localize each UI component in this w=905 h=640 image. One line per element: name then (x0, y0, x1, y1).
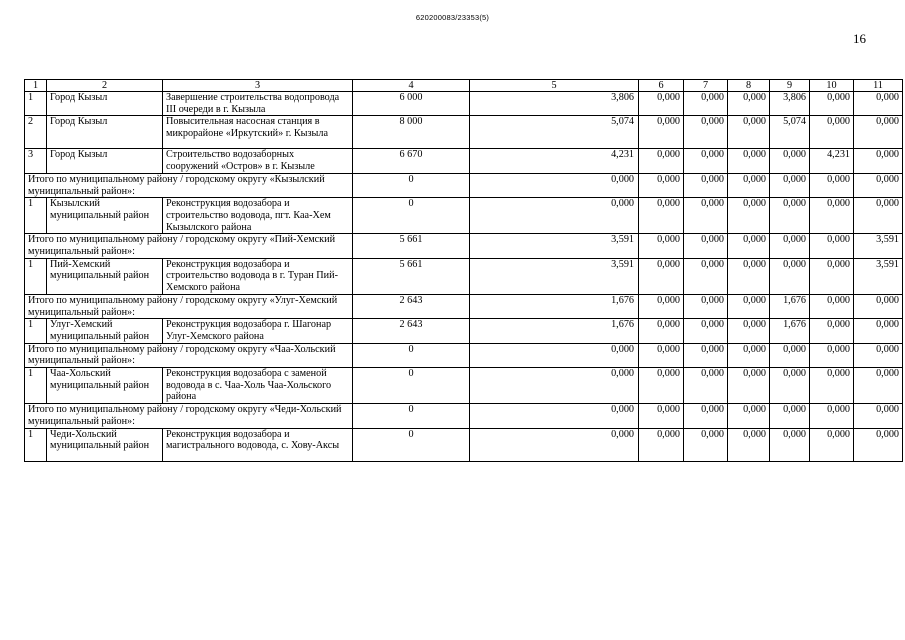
value-cell: 0,000 (810, 319, 854, 343)
value-cell: 0,000 (470, 173, 639, 197)
project-description: Реконструкция водозабора и строительство водовода в г. Туран Пий-Хемского района (163, 258, 353, 294)
subtotal-label: Итого по муниципальному району / городскому округу «Кызылский муниципальный район»: (25, 173, 353, 197)
value-cell: 0,000 (639, 343, 684, 367)
value-cell: 0,000 (728, 92, 770, 116)
row-number: 1 (25, 92, 47, 116)
value-cell: 0,000 (810, 116, 854, 149)
value-cell: 6 670 (353, 149, 470, 173)
column-header: 6 (639, 80, 684, 92)
value-cell: 0 (353, 198, 470, 234)
value-cell: 0,000 (770, 368, 810, 404)
subtotal-label: Итого по муниципальному району / городскому округу «Чаа-Хольский муниципальный район»: (25, 343, 353, 367)
column-header: 9 (770, 80, 810, 92)
value-cell: 0,000 (639, 404, 684, 428)
value-cell: 0,000 (728, 149, 770, 173)
subtotal-row (25, 404, 903, 428)
column-number-row (25, 80, 903, 92)
value-cell: 1,676 (470, 294, 639, 318)
value-cell: 1,676 (770, 294, 810, 318)
value-cell: 0,000 (770, 149, 810, 173)
value-cell: 0,000 (770, 404, 810, 428)
value-cell: 0 (353, 428, 470, 461)
subtotal-label: Итого по муниципальному району / городскому округу «Пий-Хемский муниципальный район»: (25, 234, 353, 258)
value-cell: 5,074 (770, 116, 810, 149)
value-cell: 3,806 (470, 92, 639, 116)
value-cell: 0,000 (728, 428, 770, 461)
table-body (25, 92, 903, 462)
value-cell: 0,000 (684, 234, 728, 258)
table-row (25, 92, 903, 116)
value-cell: 0 (353, 404, 470, 428)
column-header: 10 (810, 80, 854, 92)
value-cell: 0,000 (854, 404, 903, 428)
value-cell: 0,000 (854, 173, 903, 197)
value-cell: 0,000 (639, 198, 684, 234)
value-cell: 0,000 (639, 428, 684, 461)
subtotal-label: Итого по муниципальному району / городскому округу «Чеди-Хольский муниципальный район»: (25, 404, 353, 428)
value-cell: 3,591 (854, 258, 903, 294)
value-cell: 4,231 (470, 149, 639, 173)
table-row (25, 258, 903, 294)
value-cell: 0,000 (728, 368, 770, 404)
subtotal-label: Итого по муниципальному району / городскому округу «Улуг-Хемский муниципальный район»: (25, 294, 353, 318)
funding-table (24, 79, 903, 462)
table-row (25, 149, 903, 173)
document-code: 620200083/23353(5) (415, 13, 490, 22)
row-number: 2 (25, 116, 47, 149)
value-cell: 0,000 (639, 92, 684, 116)
value-cell: 0,000 (470, 368, 639, 404)
value-cell: 0,000 (728, 319, 770, 343)
value-cell: 0,000 (470, 428, 639, 461)
value-cell: 0,000 (854, 368, 903, 404)
value-cell: 0,000 (684, 92, 728, 116)
value-cell: 0,000 (810, 92, 854, 116)
value-cell: 0,000 (639, 319, 684, 343)
project-description: Реконструкция водозабора г. Шагонар Улуг-Хемского района (163, 319, 353, 343)
value-cell: 0,000 (854, 198, 903, 234)
value-cell: 0,000 (728, 116, 770, 149)
value-cell: 3,591 (854, 234, 903, 258)
municipality-cell: Город Кызыл (47, 92, 163, 116)
page-number: 16 (853, 31, 866, 46)
municipality-cell: Город Кызыл (47, 116, 163, 149)
value-cell: 0,000 (684, 368, 728, 404)
project-description: Реконструкция водозабора и магистрального водовода, с. Хову-Аксы (163, 428, 353, 461)
column-header: 11 (854, 80, 903, 92)
subtotal-row (25, 234, 903, 258)
value-cell: 0,000 (854, 92, 903, 116)
value-cell: 0,000 (810, 294, 854, 318)
value-cell: 0,000 (728, 343, 770, 367)
value-cell: 0,000 (639, 116, 684, 149)
value-cell: 0,000 (810, 404, 854, 428)
value-cell: 0,000 (639, 173, 684, 197)
value-cell: 0,000 (470, 198, 639, 234)
table-row (25, 116, 903, 149)
value-cell: 0,000 (854, 294, 903, 318)
value-cell: 0,000 (684, 294, 728, 318)
value-cell: 0,000 (770, 343, 810, 367)
value-cell: 3,591 (470, 234, 639, 258)
column-header: 1 (25, 80, 47, 92)
municipality-cell: Город Кызыл (47, 149, 163, 173)
value-cell: 0,000 (728, 234, 770, 258)
value-cell: 6 000 (353, 92, 470, 116)
value-cell: 3,806 (770, 92, 810, 116)
project-description: Строительство водозаборных сооружений «Остров» в г. Кызыле (163, 149, 353, 173)
table-row (25, 319, 903, 343)
row-number: 1 (25, 319, 47, 343)
value-cell: 0 (353, 368, 470, 404)
value-cell: 0,000 (684, 198, 728, 234)
column-header: 3 (163, 80, 353, 92)
value-cell: 0,000 (470, 404, 639, 428)
value-cell: 0,000 (639, 258, 684, 294)
value-cell: 8 000 (353, 116, 470, 149)
value-cell: 0,000 (728, 198, 770, 234)
project-description: Реконструкция водозабора с заменой водовода в с. Чаа-Холь Чаа-Хольского района (163, 368, 353, 404)
subtotal-row (25, 343, 903, 367)
value-cell: 0,000 (810, 368, 854, 404)
value-cell: 0,000 (770, 428, 810, 461)
value-cell: 2 643 (353, 319, 470, 343)
value-cell: 5 661 (353, 258, 470, 294)
value-cell: 0,000 (684, 258, 728, 294)
value-cell: 3,591 (470, 258, 639, 294)
value-cell: 0,000 (684, 343, 728, 367)
subtotal-row (25, 173, 903, 197)
value-cell: 0,000 (854, 149, 903, 173)
table-row (25, 198, 903, 234)
municipality-cell: Улуг-Хемский муниципальный район (47, 319, 163, 343)
value-cell: 5,074 (470, 116, 639, 149)
value-cell: 0,000 (770, 258, 810, 294)
value-cell: 0,000 (684, 319, 728, 343)
column-header: 4 (353, 80, 470, 92)
value-cell: 0,000 (854, 428, 903, 461)
value-cell: 0,000 (684, 173, 728, 197)
value-cell: 0,000 (770, 198, 810, 234)
value-cell: 0,000 (810, 343, 854, 367)
value-cell: 0,000 (854, 116, 903, 149)
column-header: 7 (684, 80, 728, 92)
value-cell: 0,000 (810, 258, 854, 294)
subtotal-row (25, 294, 903, 318)
value-cell: 0,000 (728, 294, 770, 318)
value-cell: 0,000 (810, 428, 854, 461)
municipality-cell: Пий-Хемский муниципальный район (47, 258, 163, 294)
value-cell: 2 643 (353, 294, 470, 318)
value-cell: 1,676 (770, 319, 810, 343)
municipality-cell: Чаа-Хольский муниципальный район (47, 368, 163, 404)
value-cell: 0,000 (810, 198, 854, 234)
municipality-cell: Чеди-Хольский муниципальный район (47, 428, 163, 461)
value-cell: 0,000 (810, 173, 854, 197)
value-cell: 5 661 (353, 234, 470, 258)
value-cell: 0,000 (728, 404, 770, 428)
value-cell: 0,000 (639, 149, 684, 173)
municipality-cell: Кызылский муниципальный район (47, 198, 163, 234)
project-description: Повысительная насосная станция в микрорайоне «Иркутский» г. Кызыла (163, 116, 353, 149)
value-cell: 1,676 (470, 319, 639, 343)
value-cell: 0 (353, 343, 470, 367)
value-cell: 0,000 (810, 234, 854, 258)
value-cell: 0,000 (684, 404, 728, 428)
value-cell: 0,000 (639, 294, 684, 318)
value-cell: 0,000 (854, 319, 903, 343)
row-number: 1 (25, 368, 47, 404)
column-header: 5 (470, 80, 639, 92)
row-number: 1 (25, 198, 47, 234)
value-cell: 0,000 (684, 116, 728, 149)
value-cell: 0,000 (470, 343, 639, 367)
column-header: 2 (47, 80, 163, 92)
row-number: 3 (25, 149, 47, 173)
project-description: Реконструкция водозабора и строительство водовода, пгт. Каа-Хем Кызылского района (163, 198, 353, 234)
value-cell: 4,231 (810, 149, 854, 173)
value-cell: 0,000 (684, 428, 728, 461)
value-cell: 0,000 (770, 234, 810, 258)
value-cell: 0,000 (639, 368, 684, 404)
project-description: Завершение строительства водопровода III очереди в г. Кызыла (163, 92, 353, 116)
row-number: 1 (25, 258, 47, 294)
value-cell: 0 (353, 173, 470, 197)
value-cell: 0,000 (770, 173, 810, 197)
value-cell: 0,000 (728, 173, 770, 197)
table-row (25, 368, 903, 404)
table-row (25, 428, 903, 461)
value-cell: 0,000 (854, 343, 903, 367)
value-cell: 0,000 (684, 149, 728, 173)
row-number: 1 (25, 428, 47, 461)
value-cell: 0,000 (728, 258, 770, 294)
value-cell: 0,000 (639, 234, 684, 258)
column-header: 8 (728, 80, 770, 92)
